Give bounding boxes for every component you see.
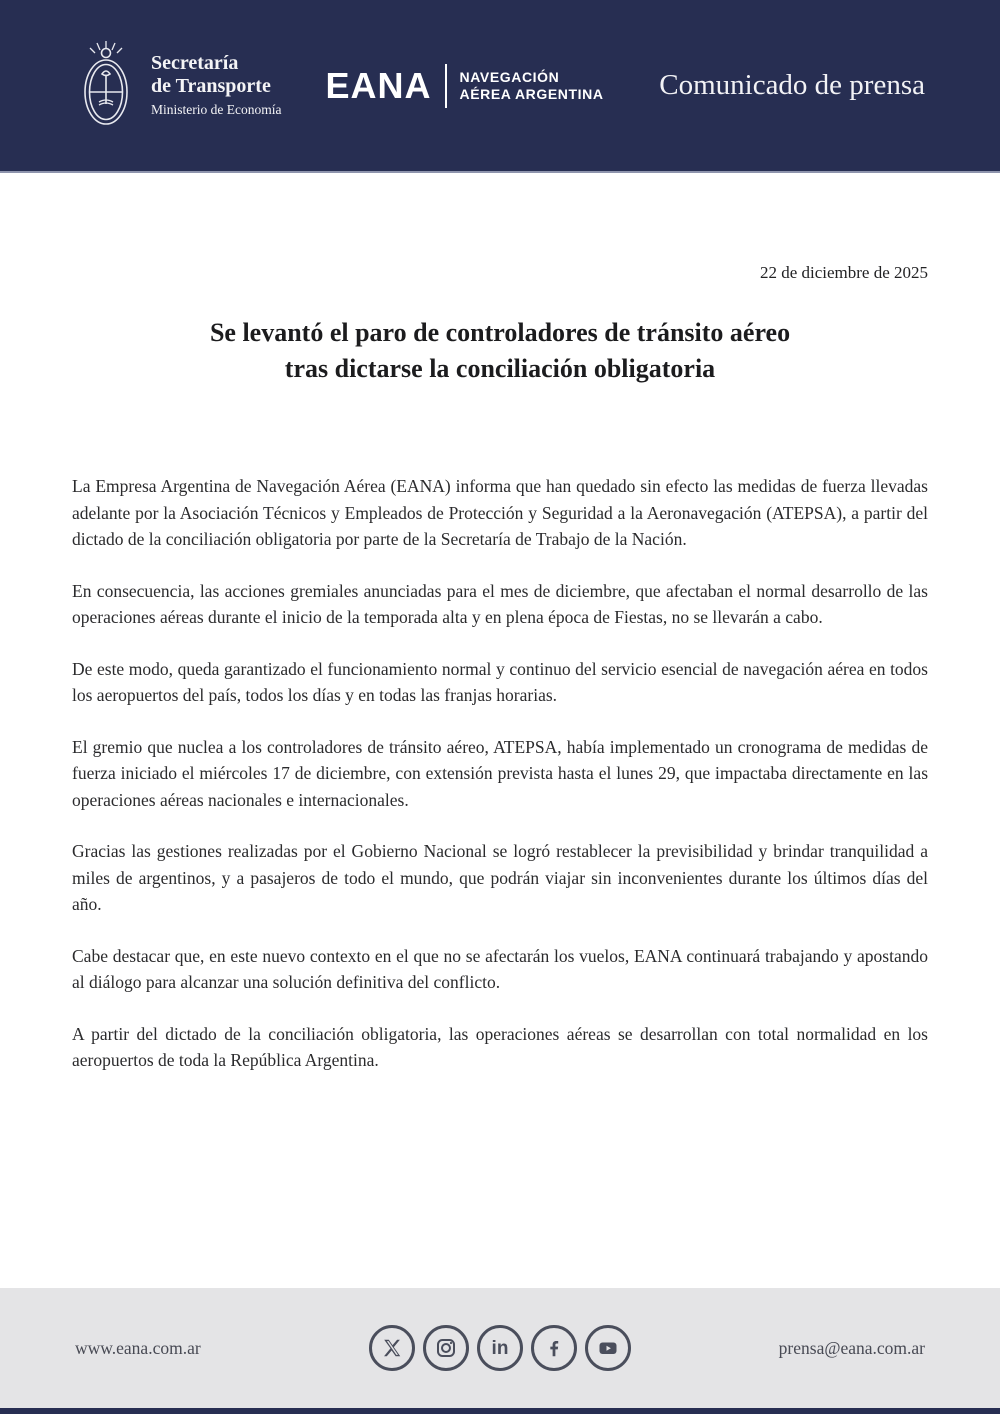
facebook-icon[interactable]: [531, 1325, 577, 1371]
header-bar: [0, 0, 1000, 173]
footer: [0, 1288, 1000, 1414]
title-line2: tras dictarse la conciliación obligatoria: [284, 354, 716, 383]
org-name-line1: Secretaría: [151, 52, 239, 74]
press-release-body: [0, 173, 1000, 1288]
paragraph-4: El gremio que nuclea a los controladores de tránsito aéreo, ATEPSA, había implementado un cronograma de medidas de fuerza iniciado el miércoles 17 de diciembre, con extensión prevista hasta el lunes 29, que impactaba directamente en las operaciones aéreas nacionales e internacionales.: [72, 736, 928, 810]
release-date: 22 de diciembre de 2025: [759, 263, 928, 282]
linkedin-icon[interactable]: [477, 1325, 523, 1371]
linkedin-glyph: in: [491, 1337, 509, 1359]
instagram-icon[interactable]: [423, 1325, 469, 1371]
secretaria-transporte-logo: [75, 40, 281, 132]
paragraph-3: De este modo, queda garantizado el funcionamiento normal y continuo del servicio esencial de navegación aérea en todos los aeropuertos del país, todos los días y en todas las franjas horarias.: [72, 658, 928, 705]
press-release-copy: [72, 473, 928, 1074]
paragraph-6: Cabe destacar que, en este nuevo contexto en el que no se afectarán los vuelos, EANA continuará trabajando y apostando al diálogo para alcanzar una solución definitiva del conflicto.: [72, 945, 928, 992]
bottom-accent-bar: [0, 1408, 1000, 1414]
org-name-line2: de Transporte: [151, 75, 271, 97]
ministry-label: Ministerio de Economía: [151, 102, 282, 117]
footer-bar: [0, 1288, 1000, 1408]
document-type-label: Comunicado de prensa: [659, 69, 925, 101]
argentina-coat-of-arms-icon: [75, 40, 137, 132]
paragraph-7: A partir del dictado de la conciliación obligatoria, las operaciones aéreas se desarrollan con total normalidad en los aeropuertos de toda la República Argentina.: [72, 1023, 928, 1070]
x-twitter-icon[interactable]: [369, 1325, 415, 1371]
title-line1: Se levantó el paro de controladores de tránsito aéreo: [209, 318, 791, 347]
paragraph-5: Gracias las gestiones realizadas por el Gobierno Nacional se logró restablecer la previsibilidad y brindar tranquilidad a miles de argentinos, y a pasajeros de todo el mundo, que podrán viajar sin inconvenientes durante los últimos días del año.: [72, 841, 928, 914]
secretaria-transporte-text: [151, 52, 281, 119]
eana-tagline: [460, 69, 604, 103]
website-link[interactable]: www.eana.com.ar: [75, 1337, 201, 1358]
eana-tagline-line1: NAVEGACIÓN: [459, 68, 560, 85]
eana-logo: [325, 64, 603, 108]
press-release-title: [72, 315, 928, 387]
eana-logo-divider: [445, 64, 447, 108]
paragraph-1: La Empresa Argentina de Navegación Aérea (EANA) informa que han quedado sin efecto las medidas de fuerza llevadas adelante por la Asociación Técnicos y Empleados de Protección y Seguridad a la Aeronavegación (ATEPSA), a partir del dictado de la conciliación obligatoria por parte de la Secretaría de Trabajo de la Nación.: [72, 476, 928, 549]
press-email-link[interactable]: prensa@eana.com.ar: [778, 1337, 925, 1358]
eana-wordmark: EANA: [325, 64, 432, 106]
paragraph-2: En consecuencia, las acciones gremiales anunciadas para el mes de diciembre, que afectaban el normal desarrollo de las operaciones aéreas durante el inicio de la temporada alta y en plena época de Fiestas, no se llevarán a cabo.: [72, 580, 928, 627]
eana-tagline-line2: AÉREA ARGENTINA: [459, 85, 604, 102]
youtube-icon[interactable]: [585, 1325, 631, 1371]
social-icons-row: [345, 1325, 655, 1371]
